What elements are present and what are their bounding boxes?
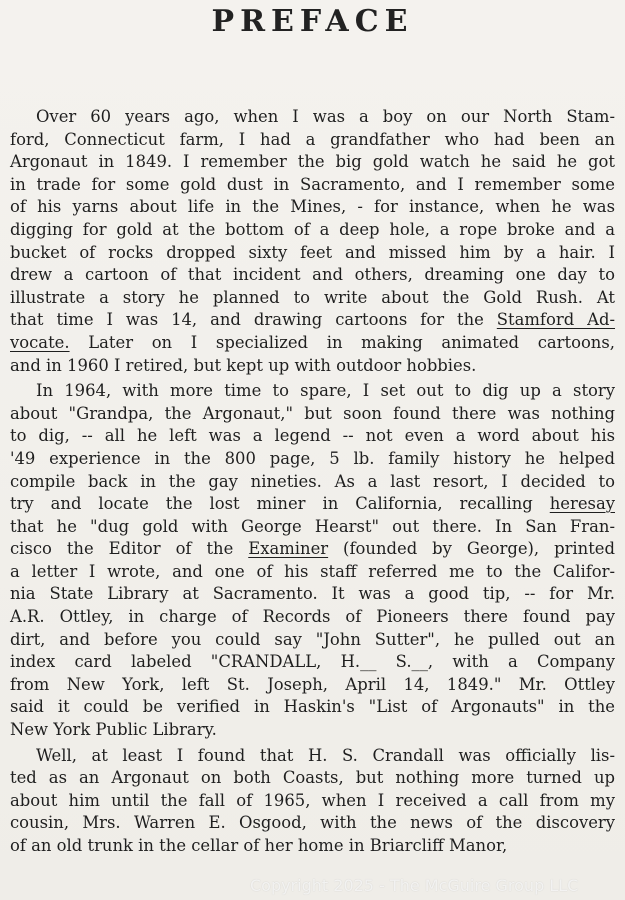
text-line: bucket of rocks dropped sixty feet and missed him by a hair. I (10, 242, 615, 262)
text-line: about him until the fall of 1965, when I received a call from my (10, 790, 615, 810)
text-segment: that time I was 14, and drawing cartoons for the (10, 310, 497, 330)
text-line: a letter I wrote, and one of his staff referred me to the Califor- (10, 561, 615, 581)
paragraph-1 (10, 106, 615, 377)
text-line: ted as an Argonaut on both Coasts, but nothing more turned up (10, 768, 615, 788)
text-line: nia State Library at Sacramento. It was a good tip, -- for Mr. (10, 584, 615, 604)
underlined-text: Examiner (248, 539, 329, 559)
text-line: in trade for some gold dust in Sacramento, and I remember some (10, 174, 615, 194)
underlined-text: Stamford Ad- (496, 310, 616, 330)
text-line: A.R. Ottley, in charge of Records of Pioneers there found pay (10, 607, 615, 627)
text-segment: Later on I specialized in making animated cartoons, (69, 332, 615, 352)
text-line: compile back in the gay nineties. As a last resort, I decided to (10, 471, 615, 491)
text-segment: (founded by George), printed (328, 539, 615, 559)
text-line: digging for gold at the bottom of a deep hole, a rope broke and a (10, 219, 615, 239)
text-line: New York Public Library. (10, 720, 217, 740)
text-line: Over 60 years ago, when I was a boy on our North Stam- (36, 107, 615, 126)
text-line: of his yarns about life in the Mines, - for instance, when he was (10, 197, 615, 217)
text-line: In 1964, with more time to spare, I set out to dig up a story (36, 381, 615, 401)
text-line: from New York, left St. Joseph, April 14, 1849." Mr. Ottley (10, 674, 615, 694)
text-segment: cisco the Editor of the (10, 539, 249, 559)
text-line: drew a cartoon of that incident and others, dreaming one day to (10, 265, 615, 285)
text-line: dirt, and before you could say "John Sutter", he pulled out an (10, 629, 615, 649)
text-line: cousin, Mrs. Warren E. Osgood, with the news of the discovery (10, 813, 615, 833)
text-line: index card labeled "CRANDALL, H.__ S.__, with a Company (10, 652, 615, 672)
paragraph-2 (10, 380, 615, 742)
text-line: about "Grandpa, the Argonaut," but soon found there was nothing (10, 403, 615, 423)
page-title: PREFACE (211, 4, 414, 39)
copyright-watermark: Copyright 2025 - The McGuire Group LLC (250, 876, 579, 895)
text-line (10, 309, 615, 332)
preface-text (10, 106, 615, 858)
text-line (10, 332, 615, 355)
text-line: said it could be verified in Haskin's "List of Argonauts" in the (10, 697, 615, 717)
text-line: ford, Connecticut farm, I had a grandfather who had been an (10, 129, 615, 149)
text-line: illustrate a story he planned to write about the Gold Rush. At (10, 287, 615, 307)
text-line: '49 experience in the 800 page, 5 lb. family history he helped (10, 448, 615, 468)
text-line: of an old trunk in the cellar of her home in Briarcliff Manor, (10, 836, 508, 855)
text-segment: try and locate the lost miner in California, recalling (10, 494, 550, 514)
text-line: that he "dug gold with George Hearst" out there. In San Fran- (10, 516, 615, 536)
paragraph-3 (10, 745, 615, 858)
underlined-text: vocate. (10, 332, 70, 352)
text-line: and in 1960 I retired, but kept up with outdoor hobbies. (10, 355, 477, 375)
text-line (10, 493, 615, 516)
text-line: Well, at least I found that H. S. Crandall was officially lis- (36, 745, 615, 765)
text-line: Argonaut in 1849. I remember the big gold watch he said he got (10, 152, 615, 172)
underlined-text: heresay (549, 494, 615, 514)
text-line (10, 538, 615, 561)
text-line: to dig, -- all he left was a legend -- not even a word about his (10, 426, 615, 446)
